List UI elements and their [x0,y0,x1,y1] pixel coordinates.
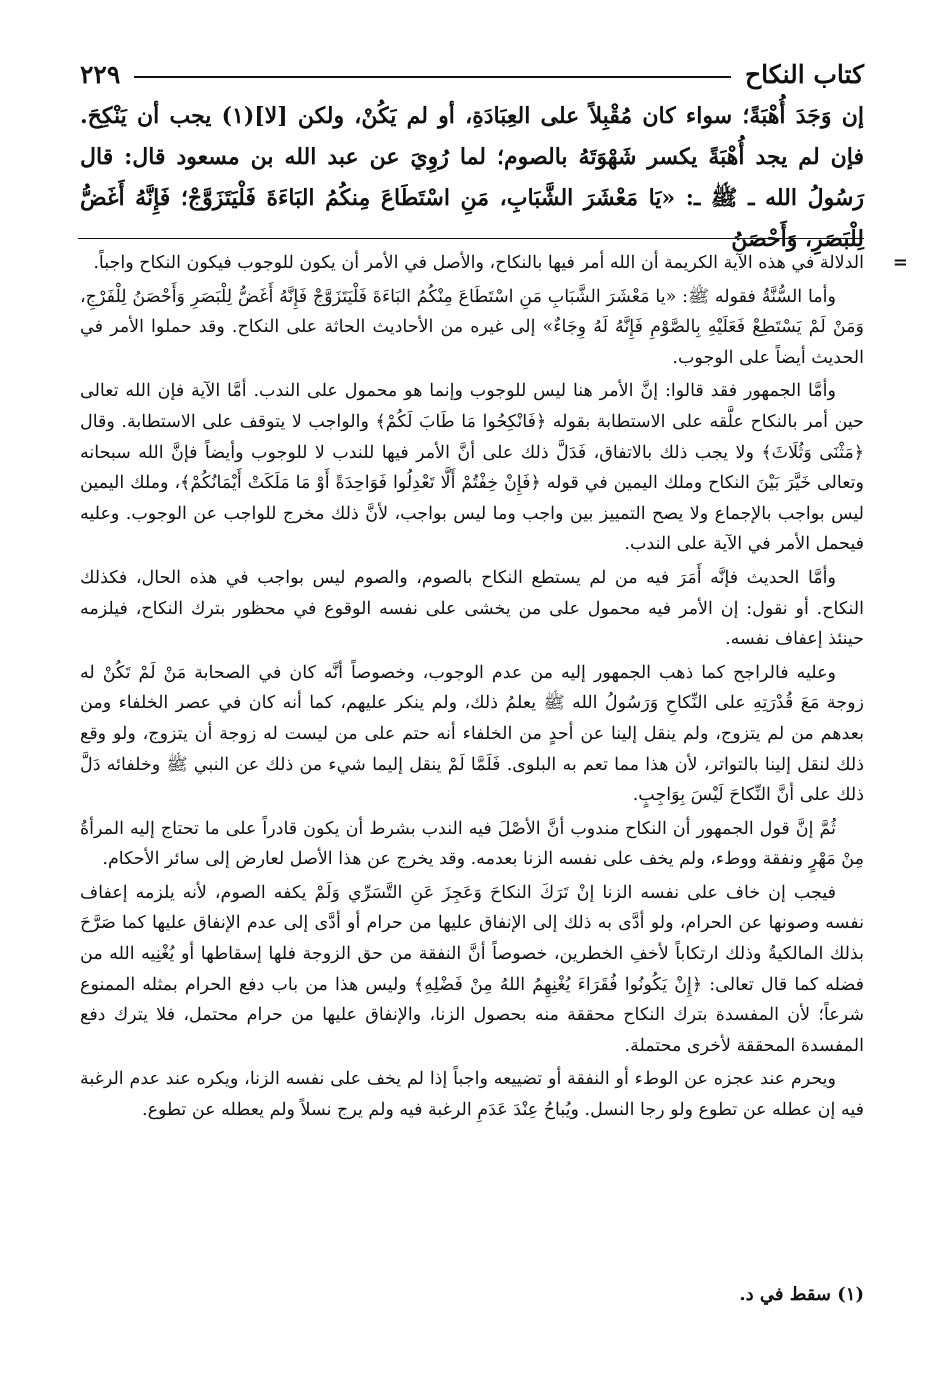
header-rule [134,76,731,78]
commentary-paragraph: وأمَّا الجمهور فقد قالوا: إنَّ الأمر هنا ليس للوجوب وإنما هو محمول على الندب. أمَّا الآية فإن الله تعالى حين أمر بالنكاح علَّقه على الاستطابة بقوله ﴿فَانْكِحُوا مَا طَابَ لَكُمْ﴾ والواجب لا يتوقف على الاستطابة. وقال ﴿مَثْنَى وَثُلَاثَ﴾ ولا يجب ذلك بالاتفاق، فَدَلَّ ذلك على أنَّ الأمر فيها للندب لا للوجوب وأيضاً فإنَّ الله سبحانه وتعالى خَيَّرَ بَيْنَ النكاح وملك اليمين في قوله ﴿فَإِنْ خِفْتُمْ أَلَّا تَعْدِلُوا فَوَاحِدَةً أَوْ مَا مَلَكَتْ أَيْمَانُكُمْ﴾، وملك اليمين ليس بواجب بالإجماع ولا يصح التمييز بين واجب وما ليس بواجب، لأنَّ ذلك مخرج للواجب عن الوجوب. وعليه فيحمل الأمر في الآية على الندب. [80,381,864,555]
commentary-paragraph: الدلالة في هذه الآية الكريمة أن الله أمر فيها بالنكاح، والأصل في الأمر أن يكون للوجوب فيكون النكاح واجباً. [93,253,864,273]
commentary-paragraph: وأما السُّنَّةُ فقوله ﷺ: «يا مَعْشَرَ الشَّبَابِ مَنِ اسْتَطَاعَ مِنْكُمُ البَاءَةَ فَلْيَتَزَوَّجْ فَإِنَّهُ أَغَضُّ لِلْبَصَرِ وَأَحْصَنُ لِلْفَرْجِ، وَمَنْ لَمْ يَسْتَطِعْ فَعَلَيْهِ بِالصَّوْمِ فَإِنَّهُ لَهُ وِجَاءٌ» إلى غيره من الأحاديث الحاثة على النكاح. وقد حملوا الأمر في الحديث أيضاً على الوجوب. [80,286,864,368]
commentary-paragraph: ثُمَّ إنَّ قول الجمهور أن النكاح مندوب أنَّ الأصْلَ فيه الندب بشرط أن يكون قادراً على ما تحتاج إليه المرأةُ مِنْ مَهْرٍ ونفقة ووطء، ولم يخف على نفسه الزنا بعدمه. وقد يخرج عن هذا الأصل لعارض إلى سائر الأحكام. [80,818,864,870]
commentary-block [80,248,908,1129]
text-separator-rule [78,238,864,239]
page-number: ٢٢٩ [80,59,121,89]
commentary-paragraph: وأمَّا الحديث فإنَّه أَمَرَ فيه من لم يستطع النكاح بالصوم، والصوم ليس بواجب في هذه الحال، فكذلك النكاح. أو نقول: إن الأمر فيه محمول على من يخشى على نفسه الوقوع في محظور بترك النكاح، فيلزمه حينئذ إعفاف نفسه. [80,567,864,650]
footnote: (١) سقط في د. [739,1284,864,1305]
running-header [80,58,864,90]
commentary-paragraph: وعليه فالراجح كما ذهب الجمهور إليه من عدم الوجوب، وخصوصاً أنَّه كان في الصحابة مَنْ لَمْ تَكُنْ له زوجة مَعَ قُدْرَتِهِ على النِّكاحِ وَرَسُولُ الله ﷺ يعلمُ ذلك، ولم ينكر عليهم، كما أنه كان في عصر الخلفاء ومن بعدهم من لم يتزوج، ولم ينقل إلينا عن أحدٍ من الخلفاء أنه حتم على من ليست له زوجة أن يتزوج، ولو وقع ذلك لنقل إلينا بالتواتر، لأن هذا مما تعم به البلوى. فَلَمَّا لَمْ ينقل إليما شيء من ذلك عن النبي ﷺ وخلفائه دَلَّ ذلك على أنَّ النِّكاحَ لَيْسَ بِوَاجِبٍ. [80,662,864,806]
commentary-paragraph: ويحرم عند عجزه عن الوطء أو النفقة أو تضييعه واجباً إذا لم يخف على نفسه الزنا، ويكره عند عدم الرغبة فيه إن عطله عن تطوع ولو رجا النسل. ويُباحُ عِنْدَ عَدَمِ الرغبة فيه ولم يرج نسلاً ولم يعطله عن تطوع. [80,1069,864,1121]
commentary-paragraph: فيجب إن خاف على نفسه الزنا إنْ تَرَكَ النكاحَ وَعَجِزَ عَنِ التَّسَرِّي وَلَمْ يكفه الصوم، لأنه يلزمه إعفاف نفسه وصونها عن الحرام، ولو أدَّى به ذلك إلى الإنفاق عليها من حرام أو أدَّى إلى عدم الإنفاق عليها كما صَرَّحَ بذلك المالكيةُ وذلك ارتكاباً لأخفِ الخطرين، خصوصاً أنَّ النفقة من حق الزوجة فلها إسقاطها أو يُغْنِيه الله من فضله كما قال تعالى: ﴿إِنْ يَكُونُوا فُقَرَاءَ يُغْنِهِمُ اللهُ مِنْ فَضْلِهِ﴾ وليس هذا من باب دفع الحرام بمثله الممنوع شرعاً؛ لأن المفسدة بترك النكاح محققة منه بحصول الزنا، والإنفاق عليها من حرام محتمل، فلا يترك دفع المفسدة المحققة لأخرى محتملة. [80,882,864,1056]
continuation-mark: = [892,252,908,273]
main-text [80,96,864,260]
main-paragraph: إن وَجَدَ أُهْبَةً؛ سواء كان مُقْبِلاً على العِبَادَةِ، أو لم يَكُنْ، ولكن [لا](١) يجب أن يَنْكِحَ. فإن لم يجد أُهْبَةً يكسر شَهْوَتَهُ بالصوم؛ لما رُوِيَ عن عبد الله بن مسعود قال: قال رَسُولُ الله ـ ﷺ ـ: «يَا مَعْشَرَ الشَّبَابِ، مَنِ اسْتَطَاعَ مِنكُمُ البَاءَةَ فَلْيَتَزَوَّجْ؛ فَإِنَّهُ أَغَضُّ لِلْبَصَرِ، وَأَحْصَنُ [80,103,865,252]
chapter-title: كتاب النكاح [745,59,864,89]
